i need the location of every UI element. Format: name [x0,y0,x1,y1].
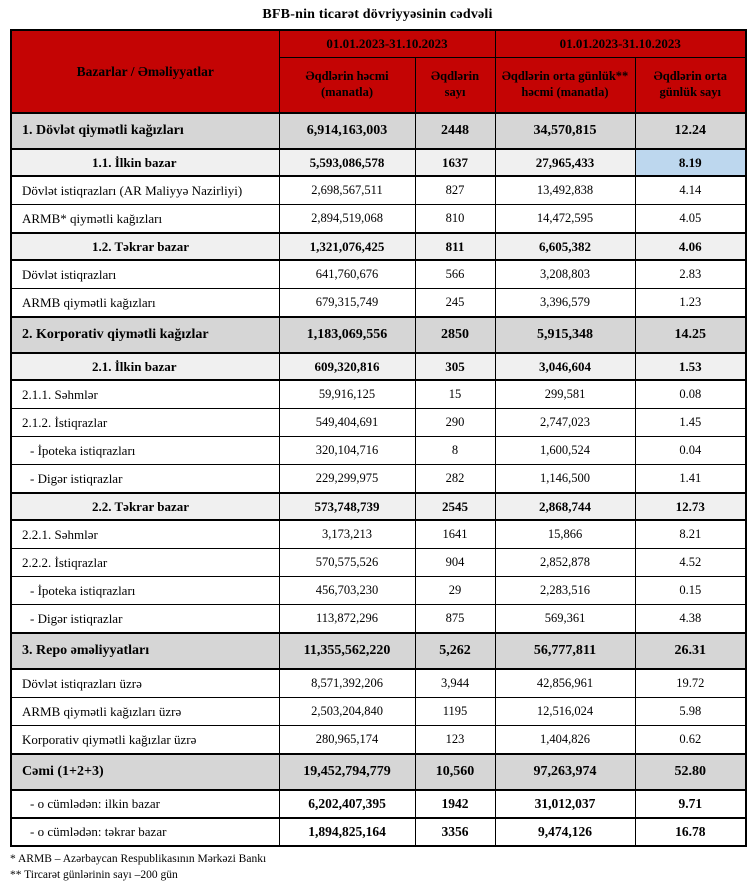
row-label: - o cümlədən: ilkin bazar [11,790,279,818]
cell-value: 1,183,069,556 [279,317,415,353]
cell-value: 52.80 [635,754,746,790]
row-label: 2.2.1. Səhmlər [11,520,279,549]
cell-value: 0.62 [635,726,746,755]
cell-value: 6,605,382 [495,233,635,260]
column-header-avg-daily-volume: Əqdlərin orta günlük** həcmi (manatla) [495,58,635,114]
cell-value: 19.72 [635,669,746,698]
cell-value: 245 [415,289,495,318]
cell-value: 31,012,037 [495,790,635,818]
cell-value: 14,472,595 [495,205,635,234]
cell-value: 904 [415,549,495,577]
table-row [11,790,746,818]
cell-value: 641,760,676 [279,260,415,289]
table-row [11,465,746,494]
row-label: 2.2.2. İstiqrazlar [11,549,279,577]
column-header-markets-operations: Bazarlar / Əməliyyatlar [11,30,279,113]
cell-value: 2,698,567,511 [279,176,415,205]
cell-value: 290 [415,409,495,437]
cell-value: 810 [415,205,495,234]
footnote-armb: * ARMB – Azərbaycan Respublikasının Mərkəzi Bankı [10,853,267,865]
cell-value: 9.71 [635,790,746,818]
row-label: - İpoteka istiqrazları [11,577,279,605]
footnote-trading-days: ** Tircarət günlərinin sayı –200 gün [10,869,178,882]
cell-value: 456,703,230 [279,577,415,605]
table-row [11,754,746,790]
cell-value: 4.05 [635,205,746,234]
cell-value: 566 [415,260,495,289]
row-label: 3. Repo əməliyyatları [11,633,279,669]
row-label: Dövlət istiqrazları (AR Maliyyə Nazirliyi) [11,176,279,205]
cell-value: 29 [415,577,495,605]
cell-value: 1,146,500 [495,465,635,494]
cell-value: 2,868,744 [495,493,635,520]
cell-value: 3,396,579 [495,289,635,318]
row-label: 1.1. İlkin bazar [11,149,279,176]
cell-value: 1,600,524 [495,437,635,465]
table-row [11,205,746,234]
row-label: - İpoteka istiqrazları [11,437,279,465]
row-label: 1.2. Təkrar bazar [11,233,279,260]
cell-value: 14.25 [635,317,746,353]
cell-value: 1942 [415,790,495,818]
cell-value: 2448 [415,113,495,149]
cell-value: 59,916,125 [279,380,415,409]
table-row [11,233,746,260]
cell-value: 549,404,691 [279,409,415,437]
row-label: ARMB qiymətli kağızları üzrə [11,698,279,726]
cell-value: 1,894,825,164 [279,818,415,846]
row-label: ARMB qiymətli kağızları [11,289,279,318]
cell-value: 229,299,975 [279,465,415,494]
cell-value: 4.52 [635,549,746,577]
cell-value: 0.15 [635,577,746,605]
table-row [11,818,746,846]
cell-value: 26.31 [635,633,746,669]
cell-value: 5,915,348 [495,317,635,353]
cell-value: 2,894,519,068 [279,205,415,234]
cell-value: 8,571,392,206 [279,669,415,698]
cell-value: 280,965,174 [279,726,415,755]
cell-value: 8.19 [635,149,746,176]
cell-value: 2,503,204,840 [279,698,415,726]
table-row [11,260,746,289]
cell-value: 1195 [415,698,495,726]
table-body [11,113,746,846]
table-row [11,549,746,577]
column-header-avg-daily-count: Əqdlərin orta günlük sayı [635,58,746,114]
row-label: 2.1.1. Səhmlər [11,380,279,409]
row-label: Dövlət istiqrazları üzrə [11,669,279,698]
cell-value: 1641 [415,520,495,549]
table-row [11,698,746,726]
row-label: Dövlət istiqrazları [11,260,279,289]
cell-value: 56,777,811 [495,633,635,669]
cell-value: 875 [415,605,495,634]
period-header-1: 01.01.2023-31.10.2023 [279,30,495,58]
cell-value: 609,320,816 [279,353,415,380]
cell-value: 569,361 [495,605,635,634]
row-label: 2. Korporativ qiymətli kağızlar [11,317,279,353]
cell-value: 1.23 [635,289,746,318]
row-label: - Digər istiqrazlar [11,605,279,634]
cell-value: 811 [415,233,495,260]
cell-value: 6,914,163,003 [279,113,415,149]
cell-value: 4.38 [635,605,746,634]
cell-value: 34,570,815 [495,113,635,149]
row-label: 2.1.2. İstiqrazlar [11,409,279,437]
cell-value: 1637 [415,149,495,176]
row-label: 2.2. Təkrar bazar [11,493,279,520]
cell-value: 3,944 [415,669,495,698]
table-header [11,30,746,113]
cell-value: 2545 [415,493,495,520]
row-label: - o cümlədən: təkrar bazar [11,818,279,846]
cell-value: 679,315,749 [279,289,415,318]
page-title: BFB-nin ticarət dövriyyəsinin cədvəli [262,7,493,22]
table-row [11,669,746,698]
cell-value: 0.08 [635,380,746,409]
cell-value: 27,965,433 [495,149,635,176]
cell-value: 12,516,024 [495,698,635,726]
cell-value: 13,492,838 [495,176,635,205]
cell-value: 3,173,213 [279,520,415,549]
cell-value: 11,355,562,220 [279,633,415,669]
table-row [11,409,746,437]
cell-value: 8 [415,437,495,465]
cell-value: 15 [415,380,495,409]
cell-value: 123 [415,726,495,755]
row-label: 2.1. İlkin bazar [11,353,279,380]
cell-value: 827 [415,176,495,205]
cell-value: 2850 [415,317,495,353]
cell-value: 6,202,407,395 [279,790,415,818]
table-row [11,577,746,605]
cell-value: 19,452,794,779 [279,754,415,790]
header-row-periods [11,30,746,58]
table-row [11,149,746,176]
cell-value: 3,046,604 [495,353,635,380]
table-row [11,633,746,669]
cell-value: 4.06 [635,233,746,260]
cell-value: 2,283,516 [495,577,635,605]
cell-value: 3356 [415,818,495,846]
footnotes [10,851,755,883]
cell-value: 573,748,739 [279,493,415,520]
cell-value: 570,575,526 [279,549,415,577]
cell-value: 2,852,878 [495,549,635,577]
table-row [11,317,746,353]
cell-value: 2.83 [635,260,746,289]
cell-value: 5.98 [635,698,746,726]
row-label: Korporativ qiymətli kağızlar üzrə [11,726,279,755]
cell-value: 5,262 [415,633,495,669]
cell-value: 305 [415,353,495,380]
row-label: ARMB* qiymətli kağızları [11,205,279,234]
table-row [11,113,746,149]
cell-value: 282 [415,465,495,494]
cell-value: 0.04 [635,437,746,465]
cell-value: 2,747,023 [495,409,635,437]
cell-value: 10,560 [415,754,495,790]
cell-value: 12.24 [635,113,746,149]
cell-value: 12.73 [635,493,746,520]
row-label: Cəmi (1+2+3) [11,754,279,790]
cell-value: 1.53 [635,353,746,380]
row-label: - Digər istiqrazlar [11,465,279,494]
cell-value: 1.41 [635,465,746,494]
period-header-2: 01.01.2023-31.10.2023 [495,30,746,58]
cell-value: 3,208,803 [495,260,635,289]
cell-value: 97,263,974 [495,754,635,790]
table-row [11,353,746,380]
cell-value: 299,581 [495,380,635,409]
cell-value: 320,104,716 [279,437,415,465]
cell-value: 1.45 [635,409,746,437]
table-row [11,289,746,318]
column-header-deal-count: Əqdlərin sayı [415,58,495,114]
cell-value: 5,593,086,578 [279,149,415,176]
cell-value: 113,872,296 [279,605,415,634]
column-header-deal-volume: Əqdlərin həcmi (manatla) [279,58,415,114]
table-row [11,380,746,409]
cell-value: 1,404,826 [495,726,635,755]
table-row [11,176,746,205]
table-row [11,726,746,755]
cell-value: 15,866 [495,520,635,549]
cell-value: 9,474,126 [495,818,635,846]
table-row [11,605,746,634]
cell-value: 4.14 [635,176,746,205]
cell-value: 1,321,076,425 [279,233,415,260]
table-row [11,493,746,520]
table-row [11,520,746,549]
cell-value: 42,856,961 [495,669,635,698]
cell-value: 8.21 [635,520,746,549]
table-row [11,437,746,465]
row-label: 1. Dövlət qiymətli kağızları [11,113,279,149]
cell-value: 16.78 [635,818,746,846]
trading-turnover-table [10,29,747,847]
